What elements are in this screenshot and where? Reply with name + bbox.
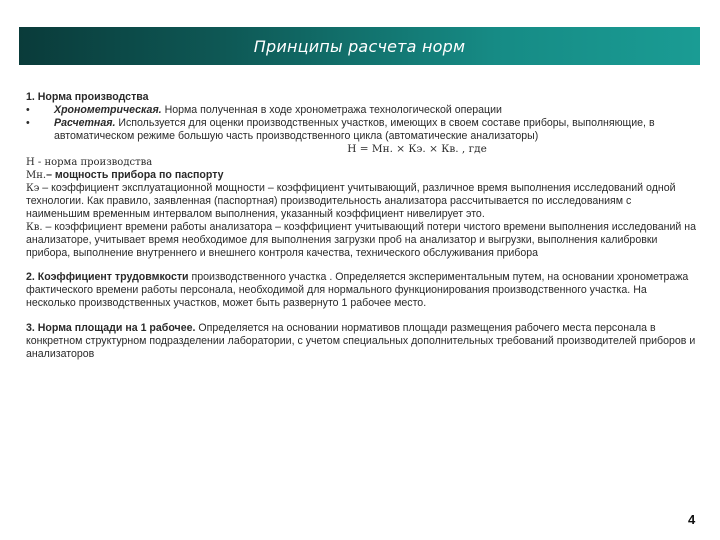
definition-ke-text: – коэффициент эксплуатационной мощности – коэффициент учитывающий, различное время выполнения исследований одной технологии. Как правило, заявленная (паспортная) производительность анализатора рассчитывается по исследованиям с наименьшим временным интервалом выполнения, указанный коэффициент нивелирует это. — [26, 182, 676, 220]
definition-kv-text: – коэффициент времени работы анализатора – коэффициент учитывающий потери чистого времени выполнения исследований на анализаторе, учитывает время необходимое для выполнения загрузки проб на анализатор и выгрузки, выполнения калибровки прибора, выполнение внутреннего и внешнего контроля качества, технического обслуживания прибора — [26, 221, 696, 259]
bullet-term: Расчетная. — [54, 117, 116, 129]
definition-m — [26, 169, 698, 182]
bullet-calculated — [26, 117, 698, 143]
section2-paragraph — [26, 271, 698, 310]
section3-paragraph — [26, 322, 698, 361]
definition-n-text: Н - норма производства — [26, 157, 153, 168]
bullet-marker: • — [26, 117, 30, 129]
section2-text: производственного участка . Определяется экспериментальным путем, на основании хронометража фактического времени работы персонала, необходимой для нормального функционирования производственного участка. На несколько производственных участков, может быть развернуто 1 рабочее место. — [26, 271, 689, 309]
definition-ke — [26, 182, 698, 221]
definition-n — [26, 156, 698, 169]
page-title: Принципы расчета норм — [253, 36, 466, 56]
section3-label: 3. Норма площади на 1 рабочее. — [26, 322, 196, 334]
section3-text: Определяется на основании нормативов площади размещения рабочего места персонала в конкретном структурном подразделении лаборатории, с учетом специальных дополнительных требований производителей приборов и анализаторов — [26, 322, 696, 360]
bullet-marker: • — [26, 104, 30, 116]
bullet-text: Используется для оценки производственных участков, имеющих в своем составе приборы, выполняющие, в автоматическом режиме большую часть производственного цикла (автоматические анализаторы) — [54, 117, 655, 142]
symbol-m: Мн. — [26, 170, 47, 181]
bullet-term: Хронометрическая. — [54, 104, 162, 116]
symbol-kv: Кв. — [26, 222, 43, 233]
definition-m-text: – мощность прибора по паспорту — [46, 169, 224, 181]
section1-heading: 1. Норма производства — [26, 91, 149, 103]
formula: Н = Мн. × Кэ. × Кв. , где — [347, 143, 487, 155]
symbol-ke: Кэ — [26, 183, 40, 194]
slide-body — [26, 91, 698, 361]
definition-kv — [26, 221, 698, 260]
page-number: 4 — [688, 512, 696, 527]
title-banner — [19, 27, 700, 65]
bullet-chronometric — [26, 104, 698, 117]
bullet-text: Норма полученная в ходе хронометража технологической операции — [161, 104, 502, 116]
section2-label: 2. Коэффициент трудовмкости — [26, 271, 189, 283]
